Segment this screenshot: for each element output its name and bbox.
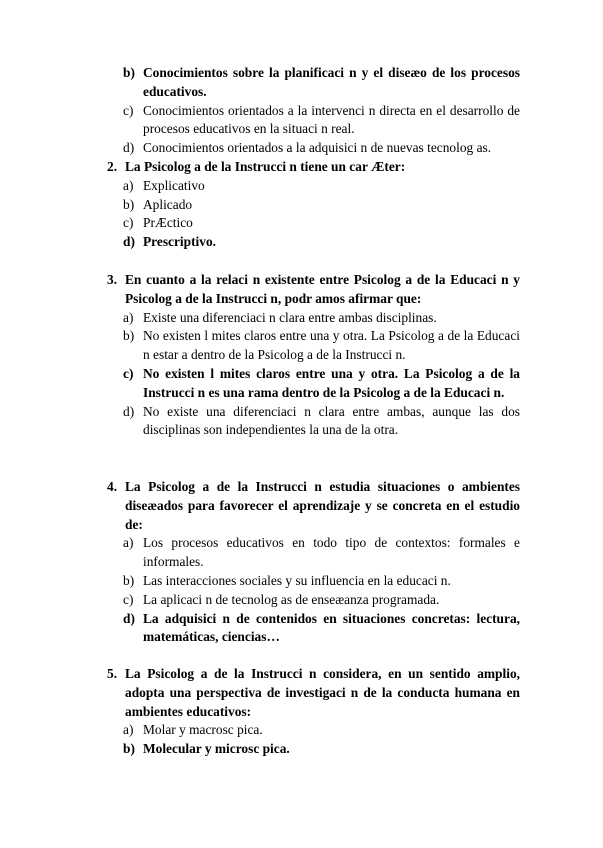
q5-option-b — [0, 740, 520, 759]
question-number: 5. — [107, 666, 118, 681]
q5-stem — [0, 665, 520, 721]
q3-option-c — [0, 365, 520, 403]
option-text: Conocimientos sobre la planificaci n y el diseæo de los procesos educativos. — [143, 65, 520, 99]
q2-option-d — [0, 233, 520, 252]
option-text: Explicativo — [143, 177, 205, 193]
q1-option-b — [0, 64, 520, 102]
option-letter: b) — [123, 572, 135, 588]
option-text: Prescriptivo. — [143, 234, 217, 250]
option-letter: d) — [123, 403, 135, 419]
question-text: La Psicolog a de la Instrucci n estudia situaciones o ambientes diseæados para favorecer el aprendizaje y se concreta en el estudio de: — [125, 479, 520, 532]
q2-option-a — [0, 177, 520, 196]
question-5 — [0, 665, 603, 759]
q4-stem — [0, 478, 520, 534]
option-letter: c) — [123, 365, 134, 381]
option-text: Molar y macrosc pica. — [143, 722, 263, 738]
q4-option-a — [0, 534, 520, 572]
option-letter: d) — [123, 610, 135, 626]
option-text: Las interacciones sociales y su influencia en la educaci n. — [143, 572, 451, 588]
option-letter: b) — [123, 741, 135, 757]
option-text: Existe una diferenciaci n clara entre ambas disciplinas. — [143, 309, 437, 325]
option-letter: a) — [123, 309, 134, 325]
option-text: No existe una diferenciaci n clara entre ambas, aunque las dos disciplinas son independientes la una de la otra. — [143, 403, 520, 438]
q1-option-c — [0, 102, 520, 140]
option-letter: a) — [123, 535, 134, 551]
option-text: La aplicaci n de tecnolog as de enseæanza programada. — [143, 591, 440, 607]
question-4 — [0, 478, 603, 647]
q1-option-d — [0, 139, 520, 158]
question-number: 2. — [107, 159, 118, 174]
option-text: Molecular y microsc pica. — [143, 741, 290, 757]
question-number: 3. — [107, 272, 118, 287]
option-text: Conocimientos orientados a la adquisici n de nuevas tecnolog as. — [143, 140, 492, 156]
q2-stem — [0, 158, 520, 177]
q3-option-d — [0, 403, 520, 441]
option-letter: b) — [123, 65, 135, 80]
option-text: PrÆctico — [143, 215, 193, 231]
option-letter: d) — [123, 234, 135, 250]
q3-option-b — [0, 327, 520, 365]
q4-option-b — [0, 572, 520, 591]
q2-option-b — [0, 196, 520, 215]
question-2 — [0, 158, 603, 252]
option-letter: d) — [123, 140, 135, 156]
question-text: La Psicolog a de la Instrucci n considera, en un sentido amplio, adopta una perspectiva de investigaci n de la conducta humana en ambientes educativos: — [125, 666, 520, 719]
q5-option-a — [0, 721, 520, 740]
option-text: Conocimientos orientados a la intervenci n directa en el desarrollo de procesos educativos en la situaci n real. — [143, 102, 520, 137]
option-text: Aplicado — [143, 196, 193, 212]
option-text: No existen l mites claros entre una y otra. La Psicolog a de la Instrucci n es una rama dentro de la Psicolog a de la Educaci n. — [143, 365, 520, 400]
option-letter: c) — [123, 102, 134, 118]
option-letter: c) — [123, 215, 134, 231]
option-text: Los procesos educativos en todo tipo de contextos: formales e informales. — [143, 535, 520, 570]
option-letter: b) — [123, 196, 135, 212]
question-1-continued — [0, 64, 603, 158]
option-letter: a) — [123, 177, 134, 193]
q4-option-c — [0, 591, 520, 610]
option-letter: b) — [123, 328, 135, 344]
question-text: La Psicolog a de la Instrucci n tiene un car Æter: — [125, 159, 406, 174]
question-3 — [0, 271, 603, 440]
question-number: 4. — [107, 479, 118, 494]
q3-stem — [0, 271, 520, 309]
q4-option-d — [0, 610, 520, 648]
q2-option-c — [0, 214, 520, 233]
q3-option-a — [0, 309, 520, 328]
option-letter: c) — [123, 591, 134, 607]
option-letter: a) — [123, 722, 134, 738]
option-text: No existen l mites claros entre una y otra. La Psicolog a de la Educaci n estar a dentro de la Psicolog a de la Instrucci n. — [143, 328, 520, 363]
option-text: La adquisici n de contenidos en situaciones concretas: lectura, matemáticas, ciencias… — [143, 610, 520, 645]
question-text: En cuanto a la relaci n existente entre Psicolog a de la Educaci n y Psicolog a de la Instrucci n, podr amos afirmar que: — [125, 272, 520, 306]
